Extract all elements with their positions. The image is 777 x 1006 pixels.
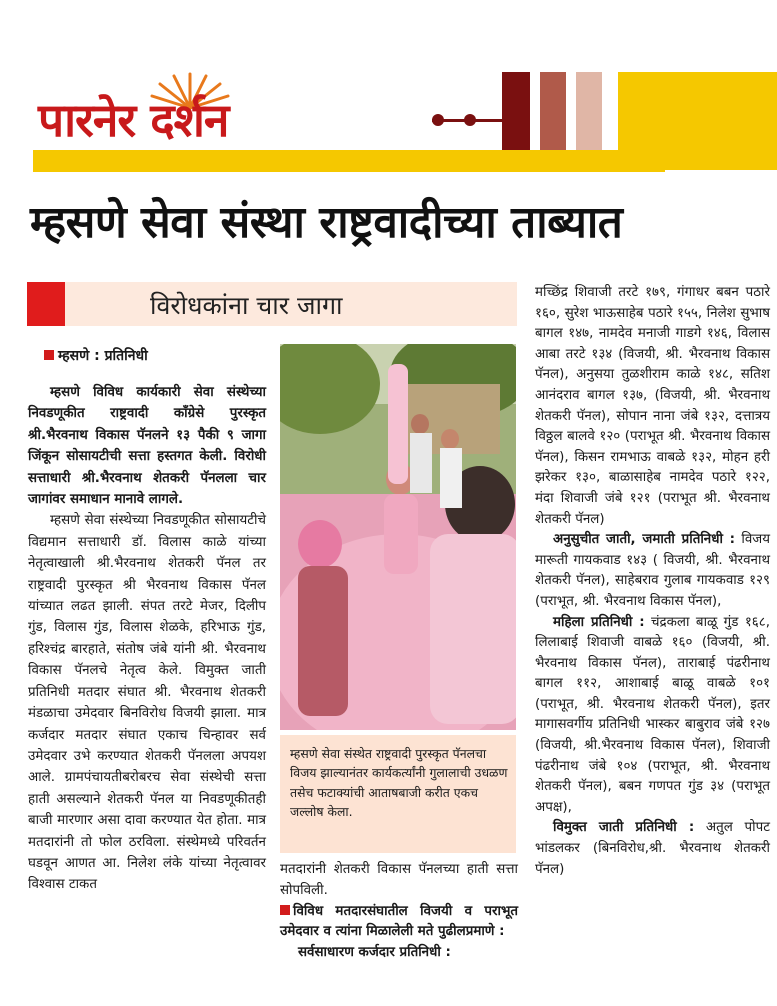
decor-dot bbox=[464, 114, 476, 126]
body-paragraph: म्हसणे सेवा संस्थेच्या निवडणूकीत सोसायटीचे विद्यमान सत्ताधारी डॉ. विलास काळे यांच्या नेतृत्वाखाली श्री.भैरवनाथ शेतकरी पॅनल तर राष्ट्रवादी पुरस्कृत श्री भैरवनाथ विकास पॅनल यांच्यात लढत झाली. संपत तरटे मेजर, दिलीप गुंड, विलास गुंड, विलास शेळके, हरिभाऊ गुंड, हरिश्चंद्र बारहाते, संतोष जंबे यांनी श्री. भैरवनाथ विकास पॅनलचे नेतृत्व केले. विमुक्त जाती प्रतिनिधी मतदार संघात श्री. भैरवनाथ शेतकरी मंडळाचा उमेदवार बिनविरोध विजयी झाला. मात्र कर्जदार मतदार संघात एकाच चिन्हावर सर्व उमेदवार उभे करण्यात शेतकरी पॅनलला अपयश आले. ग्रामपंचायतीबरोबरच सेवा संस्थेची सत्ता हाती असल्याने शेतकरी पॅनल या निवडणूकीतही बाजी मारणार असा दावा करण्यात येत होता. मात्र मतदारांनी तो फोल ठरविला. संस्थेमध्ये परिवर्तन घडवून आणत आ. निलेश लंके यांच्या नेतृत्वावर विश्वास टाकत bbox=[28, 513, 266, 893]
newspaper-logo: पारनेर दर्शन bbox=[38, 93, 229, 147]
celebration-photo-illustration bbox=[280, 344, 516, 730]
masthead bbox=[0, 0, 777, 190]
decor-bar-medium bbox=[540, 72, 566, 150]
dateline: म्हसणे : प्रतिनिधी bbox=[44, 346, 148, 365]
bullet-square-icon bbox=[44, 350, 54, 360]
decor-bar-light bbox=[576, 72, 602, 150]
decor-dot bbox=[432, 114, 444, 126]
headline: म्हसणे सेवा संस्था राष्ट्रवादीच्या ताब्यात bbox=[30, 197, 623, 248]
bullet-square-icon bbox=[280, 905, 290, 915]
results-paragraph: महिला प्रतिनिधी : चंद्रकला बाळू गुंड १६८, लिलाबाई शिवाजी वाबळे १६० (विजयी, श्री. भैरवनाथ विकास पॅनल), ताराबाई पंढरीनाथ बागल ११२, आशाबाई बाळू वाबळे १०१ (पराभूत, श्री. भैरवनाथ शेतकरी पॅनल), इतर मागासवर्गीय प्रतिनिधी भास्कर बाबुराव जंबे १२७ (विजयी, श्री.भैरवनाथ विकास पॅनल), शिवाजी पंढरीनाथ जंबे १०४ (पराभूत, श्री. भैरवनाथ शेतकरी पॅनल), बबन गणपत गुंड ३४ (पराभूत अपक्ष), bbox=[535, 614, 770, 815]
decor-bar-dark bbox=[502, 72, 530, 150]
results-paragraph: विमुक्त जाती प्रतिनिधी : अतुल पोपट भांडलकर (बिनविरोध,श्री. भैरवनाथ शेतकरी पॅनल) bbox=[535, 820, 770, 877]
news-photo bbox=[280, 344, 516, 730]
article-column-1 bbox=[28, 382, 266, 896]
masthead-yellow-band bbox=[33, 150, 665, 172]
results-paragraph: मच्छिंद्र शिवाजी तरटे १७९, गंगाधर बबन पठारे १६०, सुरेश भाऊसाहेब पठारे १५५, निलेश सुभाष बागल १४७, नामदेव मनाजी गाडगे १४६, विलास आबा तरटे १३४ (विजयी, श्री. भैरवनाथ विकास पॅनल), अनुसया तुळशीराम काळे १४८, सतिश आनंदराव बागल १३७, (विजयी, श्री. भैरवनाथ शेतकरी पॅनल), सोपान नाना जंबे १३२, दत्तात्रय विठ्ठल बालवे १२० (पराभूत श्री. भैरवनाथ विकास पॅनल), किसन रामभाऊ वाबळे १३२, मोहन हरी झरेकर १३०, बाळासाहेब नामदेव पठारे १२२, मंदा शिवाजी जंबे १२१ (पराभूत श्री. भैरवनाथ शेतकरी पॅनल) bbox=[535, 285, 770, 527]
article-column-3 bbox=[535, 283, 770, 880]
sub-label-paragraph: सर्वसाधारण कर्जदार प्रतिनिधी : bbox=[298, 945, 451, 961]
results-paragraph: अनुसुचीत जाती, जमाती प्रतिनिधी : विजय मारूती गायकवाड १४३ ( विजयी, श्री. भैरवनाथ शेतकरी पॅनल), साहेबराव गुलाब गायकवाड १२९ (पराभूत, श्री. भैरवनाथ विकास पॅनल), bbox=[535, 532, 771, 609]
photo-caption: म्हसणे सेवा संस्थेत राष्ट्रवादी पुरस्कृत पॅनलचा विजय झाल्यानंतर कार्यकर्त्यांनी गुलालाची उधळण तसेच फटाक्यांची आताषबाजी करीत एकच जल्लोष केला. bbox=[290, 746, 508, 820]
lead-paragraph: म्हसणे विविध कार्यकारी सेवा संस्थेच्या निवडणूकीत राष्ट्रवादी कॉंग्रेसे पुरस्कृत श्री.भैरवनाथ विकास पॅनलने १३ पैकी ९ जागा जिंकून सोसायटीची सत्ता हस्तगत केली. विरोधी सत्ताधारी श्री.भैरवनाथ शेतकरी पॅनलला चार जागांवर समाधान मानावे लागले. bbox=[28, 385, 266, 508]
section-heading: विविध मतदारसंघातील विजयी व पराभूत उमेदवार व त्यांना मिळालेली मते पुढीलप्रमाणे : bbox=[280, 903, 518, 940]
subhead-accent bbox=[27, 282, 65, 326]
article-column-2 bbox=[280, 860, 518, 964]
body-paragraph: मतदारांनी शेतकरी विकास पॅनलच्या हाती सत्ता सोपविली. bbox=[280, 862, 518, 898]
subhead: विरोधकांना चार जागा bbox=[150, 291, 343, 320]
